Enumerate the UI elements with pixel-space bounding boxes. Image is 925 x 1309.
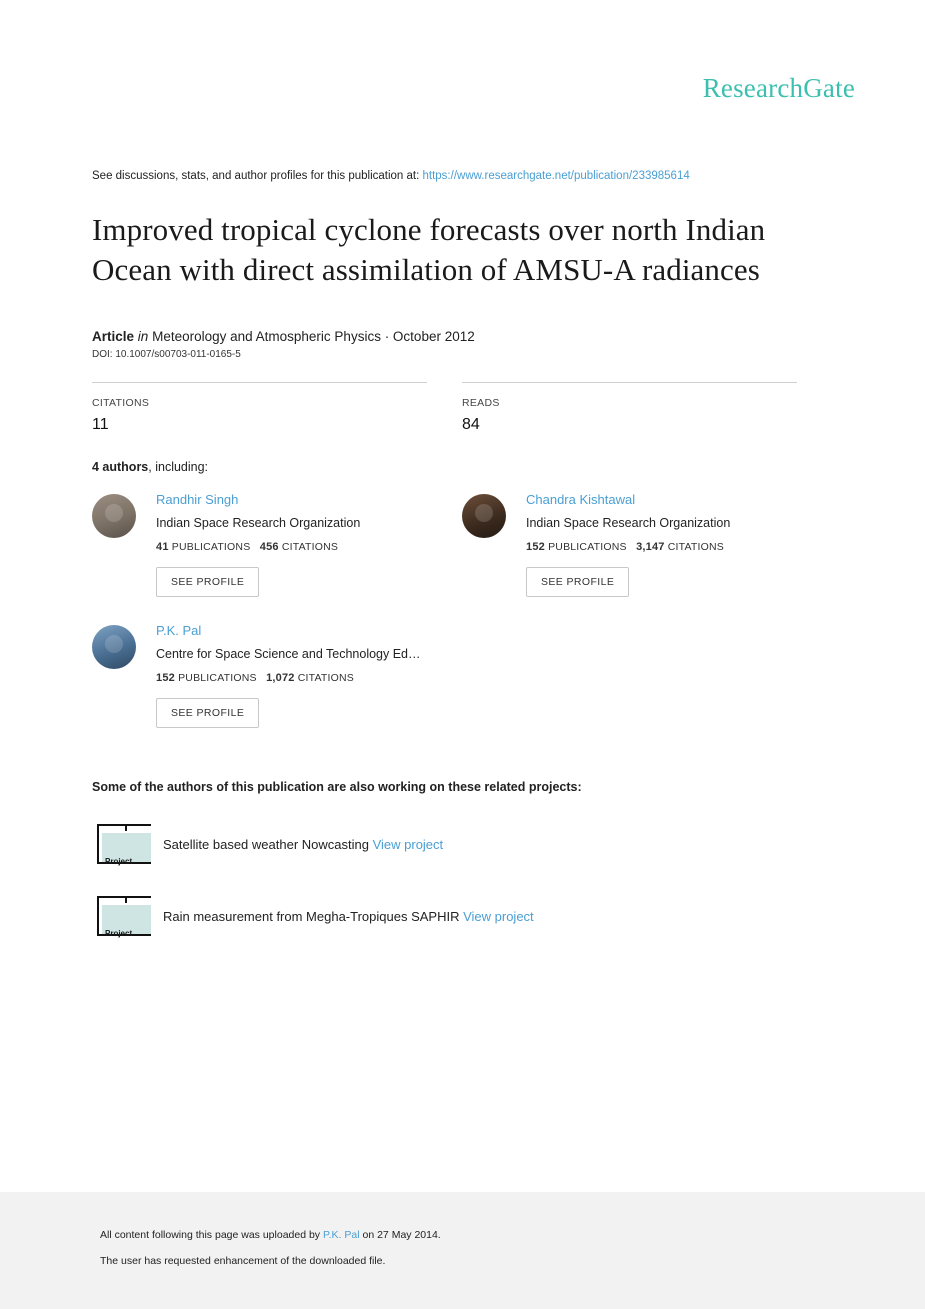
citations-count: 456 bbox=[259, 541, 279, 554]
project-text bbox=[163, 909, 534, 924]
view-project-link[interactable]: View project bbox=[463, 908, 534, 924]
publications-label: PUBLICATIONS bbox=[178, 672, 257, 685]
view-project-link[interactable]: View project bbox=[372, 836, 444, 852]
page-title: Improved tropical cyclone forecasts over north Indian Ocean with direct assimilation of AMSU-A radiances bbox=[92, 212, 766, 287]
project-icon-label: Project bbox=[105, 929, 133, 939]
see-profile-button[interactable]: SEE PROFILE bbox=[156, 698, 259, 728]
author-card bbox=[92, 623, 462, 728]
authors-heading bbox=[92, 460, 837, 474]
avatar bbox=[462, 494, 506, 538]
author-info bbox=[156, 492, 462, 597]
citations-label: CITATIONS bbox=[297, 672, 354, 685]
publications-label: PUBLICATIONS bbox=[548, 541, 627, 554]
citations-count: 1,072 bbox=[266, 672, 295, 685]
project-title: Rain measurement from Megha-Tropiques SAPHIR bbox=[163, 908, 460, 924]
metrics-row bbox=[92, 382, 837, 434]
metric-value: 84 bbox=[462, 416, 480, 434]
project-folder-icon bbox=[97, 824, 151, 867]
author-name-link[interactable]: Chandra Kishtawal bbox=[526, 492, 636, 508]
metric-reads bbox=[462, 382, 797, 434]
author-organization: Indian Space Research Organization bbox=[156, 516, 361, 531]
authors-count: 4 authors bbox=[92, 460, 149, 475]
authors-including: , including: bbox=[148, 460, 209, 475]
avatar bbox=[92, 625, 136, 669]
project-text bbox=[163, 837, 443, 852]
author-stats bbox=[156, 672, 462, 684]
discussions-line bbox=[92, 168, 837, 184]
related-projects-heading: Some of the authors of this publication are also working on these related projects: bbox=[92, 780, 582, 795]
author-card bbox=[92, 492, 462, 597]
avatar bbox=[92, 494, 136, 538]
uploader-link[interactable]: P.K. Pal bbox=[322, 1229, 360, 1241]
citations-label: CITATIONS bbox=[667, 541, 724, 554]
author-info bbox=[526, 492, 832, 597]
see-profile-button[interactable]: SEE PROFILE bbox=[526, 567, 629, 597]
citations-label: CITATIONS bbox=[281, 541, 339, 554]
author-card bbox=[462, 492, 832, 597]
article-venue: Meteorology and Atmospheric Physics · October 2012 bbox=[152, 329, 475, 345]
project-icon-label: Project bbox=[105, 857, 133, 867]
project-folder-icon bbox=[97, 896, 151, 939]
project-row bbox=[92, 824, 837, 867]
article-meta bbox=[92, 329, 837, 344]
author-stats bbox=[526, 541, 832, 553]
author-organization: Centre for Space Science and Technology Ed… bbox=[156, 647, 421, 662]
enhancement-note: The user has requested enhancement of the downloaded file. bbox=[100, 1255, 386, 1267]
doi-text: DOI: 10.1007/s00703-011-0165-5 bbox=[92, 349, 241, 361]
metric-label: CITATIONS bbox=[92, 397, 150, 410]
publications-count: 41 bbox=[156, 541, 169, 554]
author-stats bbox=[156, 541, 462, 553]
publications-count: 152 bbox=[526, 541, 545, 554]
page-footer bbox=[0, 1192, 925, 1309]
researchgate-logo: ResearchGate bbox=[702, 73, 855, 103]
discussions-text: See discussions, stats, and author profiles for this publication at: bbox=[92, 170, 420, 182]
metric-label: READS bbox=[462, 397, 500, 410]
document-content bbox=[92, 168, 837, 968]
authors-grid bbox=[92, 492, 837, 754]
author-name-link[interactable]: P.K. Pal bbox=[156, 623, 202, 639]
upload-note bbox=[100, 1229, 925, 1241]
publication-link[interactable]: https://www.researchgate.net/publication/233985614 bbox=[422, 170, 690, 182]
article-type: Article bbox=[92, 329, 135, 345]
publications-count: 152 bbox=[156, 672, 175, 685]
article-in: in bbox=[137, 329, 149, 345]
citations-count: 3,147 bbox=[636, 541, 665, 554]
author-info bbox=[156, 623, 462, 728]
author-name-link[interactable]: Randhir Singh bbox=[156, 492, 239, 508]
upload-prefix: All content following this page was uploaded by bbox=[100, 1229, 321, 1241]
project-row bbox=[92, 896, 837, 939]
project-title: Satellite based weather Nowcasting bbox=[163, 836, 369, 852]
publications-label: PUBLICATIONS bbox=[171, 541, 251, 554]
upload-suffix: on 27 May 2014. bbox=[362, 1229, 441, 1241]
author-organization: Indian Space Research Organization bbox=[526, 516, 731, 531]
see-profile-button[interactable]: SEE PROFILE bbox=[156, 567, 259, 597]
metric-citations bbox=[92, 382, 427, 434]
metric-value: 11 bbox=[92, 416, 109, 434]
